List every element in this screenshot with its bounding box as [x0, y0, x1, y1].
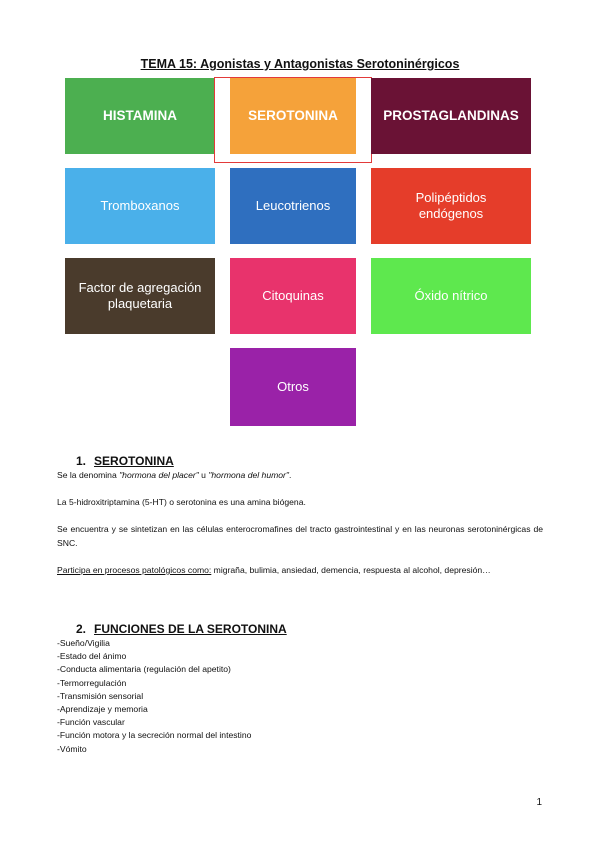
tile-label: Tromboxanos — [100, 198, 180, 214]
page-number: 1 — [536, 797, 542, 808]
funciones-list — [57, 637, 251, 756]
tile-label: Leucotrienos — [255, 198, 331, 214]
paragraph-procesos — [57, 564, 543, 578]
tile-tromboxanos — [65, 168, 215, 244]
tile-leucotrienos — [230, 168, 356, 244]
list-item: -Función vascular — [57, 717, 125, 728]
tile-serotonina — [230, 78, 356, 154]
procesos-text: migraña, bulimia, ansiedad, demencia, respuesta al alcohol, depresión… — [211, 565, 491, 575]
text-span: . — [288, 470, 292, 480]
tile-label: PROSTAGLANDINAS — [383, 107, 519, 123]
tile-label: Óxido nítrico — [414, 288, 488, 304]
list-item: -Estado del ánimo — [57, 651, 127, 662]
mediators-grid — [63, 76, 539, 430]
tile-histamina — [65, 78, 215, 154]
list-item: -Sueño/Vigilia — [57, 638, 110, 648]
tile-prostaglandinas — [371, 78, 531, 154]
paragraph-sintesis: Se encuentra y se sintetizan en las células enterocromafines del tracto gastrointestinal y en las neuronas serotoninérgicas de SNC. — [57, 524, 543, 548]
tile-label: Factor de agregación plaquetaria — [78, 280, 202, 311]
tile-factor-agregacion — [65, 258, 215, 334]
section-heading-serotonina — [76, 454, 174, 468]
page-title: TEMA 15: Agonistas y Antagonistas Serotoninérgicos — [140, 57, 460, 71]
tile-label: SEROTONINA — [248, 107, 338, 123]
procesos-label: Participa en procesos patológicos como: — [57, 565, 212, 575]
section-title: SEROTONINA — [94, 454, 174, 468]
list-item: -Aprendizaje y memoria — [57, 704, 148, 715]
tile-label: HISTAMINA — [103, 107, 177, 123]
section-title: FUNCIONES DE LA SEROTONINA — [94, 622, 287, 636]
tile-polipeptidos — [371, 168, 531, 244]
quote-placer: "hormona del placer" — [119, 470, 199, 480]
tile-label: Polipéptidos endógenos — [415, 190, 487, 221]
list-item: -Termorregulación — [57, 677, 127, 688]
list-item: -Transmisión sensorial — [57, 690, 144, 701]
text-span: Se la denomina — [57, 470, 120, 480]
tile-label: Citoquinas — [262, 288, 324, 304]
section-heading-funciones — [76, 622, 287, 636]
section-number: 1. — [76, 454, 87, 468]
list-item: -Conducta alimentaria (regulación del apetito) — [57, 664, 231, 675]
text-span: u — [198, 470, 209, 480]
tile-label: Otros — [277, 379, 309, 395]
section-number: 2. — [76, 622, 87, 636]
tile-otros — [230, 348, 356, 426]
paragraph-5ht: La 5-hidroxitriptamina (5-HT) o serotonina es una amina biógena. — [57, 497, 306, 507]
tile-citoquinas — [230, 258, 356, 334]
quote-humor: "hormona del humor" — [208, 470, 289, 480]
tile-oxido-nitrico — [371, 258, 531, 334]
list-item: -Función motora y la secreción normal del intestino — [57, 730, 252, 741]
paragraph-denomina — [57, 469, 543, 483]
list-item: -Vómito — [57, 743, 87, 754]
